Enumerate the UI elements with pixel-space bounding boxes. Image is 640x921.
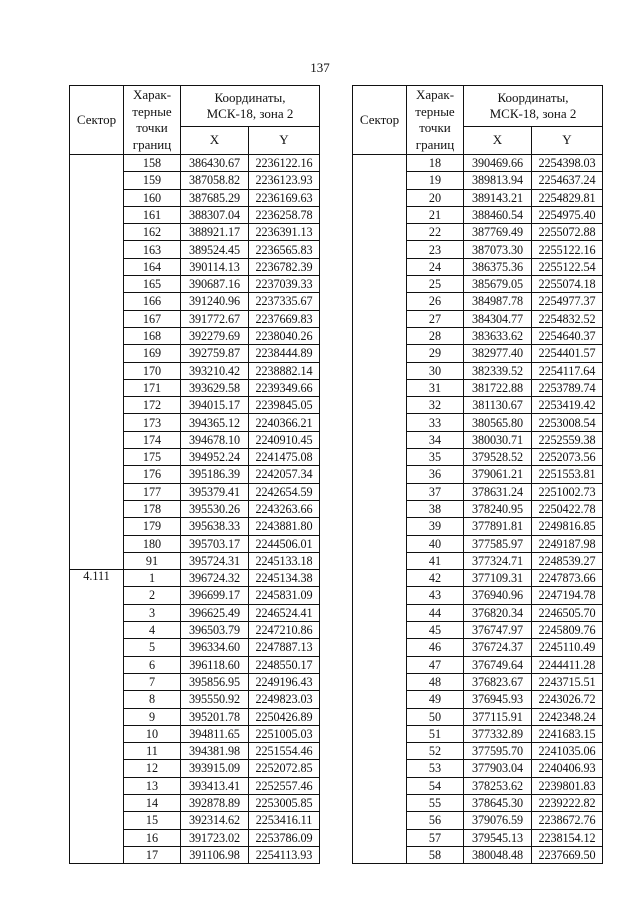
y-coordinate-cell: 2254832.52 <box>532 310 603 327</box>
x-coordinate-cell: 376820.34 <box>464 604 532 621</box>
point-number-cell: 22 <box>407 224 464 241</box>
y-coordinate-cell: 2245110.49 <box>532 639 603 656</box>
point-number-cell: 58 <box>407 846 464 863</box>
point-number-cell: 91 <box>124 552 181 569</box>
table-header <box>353 86 603 155</box>
y-coordinate-cell: 2253005.85 <box>249 794 320 811</box>
point-number-cell: 32 <box>407 397 464 414</box>
x-coordinate-cell: 384987.78 <box>464 293 532 310</box>
header-sector: Сектор <box>353 86 407 155</box>
table-header <box>70 86 320 155</box>
y-coordinate-cell: 2251554.46 <box>249 743 320 760</box>
y-coordinate-cell: 2236169.63 <box>249 189 320 206</box>
sector-cell: 4.111 <box>70 570 124 864</box>
point-number-cell: 25 <box>407 276 464 293</box>
point-number-cell: 13 <box>124 777 181 794</box>
y-coordinate-cell: 2236258.78 <box>249 206 320 223</box>
x-coordinate-cell: 395703.17 <box>181 535 249 552</box>
y-coordinate-cell: 2242348.24 <box>532 708 603 725</box>
y-coordinate-cell: 2246524.41 <box>249 604 320 621</box>
header-y: Y <box>249 127 320 155</box>
y-coordinate-cell: 2237669.50 <box>532 846 603 863</box>
x-coordinate-cell: 387769.49 <box>464 224 532 241</box>
point-number-cell: 7 <box>124 673 181 690</box>
table-row <box>70 570 320 587</box>
point-number-cell: 168 <box>124 327 181 344</box>
point-number-cell: 174 <box>124 431 181 448</box>
y-coordinate-cell: 2246505.70 <box>532 604 603 621</box>
coordinates-table-right <box>352 85 603 864</box>
x-coordinate-cell: 396118.60 <box>181 656 249 673</box>
table-row <box>70 155 320 172</box>
header-x: X <box>464 127 532 155</box>
point-number-cell: 176 <box>124 466 181 483</box>
header-point-line: Харак- <box>415 87 455 102</box>
point-number-cell: 172 <box>124 397 181 414</box>
x-coordinate-cell: 380048.48 <box>464 846 532 863</box>
y-coordinate-cell: 2241475.08 <box>249 449 320 466</box>
y-coordinate-cell: 2253416.11 <box>249 812 320 829</box>
point-number-cell: 38 <box>407 500 464 517</box>
header-boundary-points <box>124 86 181 155</box>
point-number-cell: 46 <box>407 639 464 656</box>
x-coordinate-cell: 389813.94 <box>464 172 532 189</box>
point-number-cell: 14 <box>124 794 181 811</box>
y-coordinate-cell: 2241683.15 <box>532 725 603 742</box>
point-number-cell: 16 <box>124 829 181 846</box>
point-number-cell: 11 <box>124 743 181 760</box>
y-coordinate-cell: 2240910.45 <box>249 431 320 448</box>
point-number-cell: 1 <box>124 570 181 587</box>
y-coordinate-cell: 2251002.73 <box>532 483 603 500</box>
y-coordinate-cell: 2242654.59 <box>249 483 320 500</box>
y-coordinate-cell: 2243715.51 <box>532 673 603 690</box>
x-coordinate-cell: 394365.12 <box>181 414 249 431</box>
x-coordinate-cell: 379528.52 <box>464 449 532 466</box>
x-coordinate-cell: 394811.65 <box>181 725 249 742</box>
header-point-line: границ <box>132 136 172 152</box>
x-coordinate-cell: 392878.89 <box>181 794 249 811</box>
x-coordinate-cell: 378240.95 <box>464 500 532 517</box>
y-coordinate-cell: 2251005.03 <box>249 725 320 742</box>
header-coords-line: Координаты, <box>497 89 569 105</box>
x-coordinate-cell: 395201.78 <box>181 708 249 725</box>
sector-cell <box>70 155 124 570</box>
sector-cell <box>353 155 407 864</box>
point-number-cell: 28 <box>407 327 464 344</box>
point-number-cell: 37 <box>407 483 464 500</box>
point-number-cell: 34 <box>407 431 464 448</box>
point-number-cell: 42 <box>407 570 464 587</box>
point-number-cell: 162 <box>124 224 181 241</box>
y-coordinate-cell: 2253786.09 <box>249 829 320 846</box>
point-number-cell: 169 <box>124 345 181 362</box>
y-coordinate-cell: 2247887.13 <box>249 639 320 656</box>
point-number-cell: 9 <box>124 708 181 725</box>
x-coordinate-cell: 387058.82 <box>181 172 249 189</box>
y-coordinate-cell: 2247210.86 <box>249 622 320 639</box>
point-number-cell: 55 <box>407 794 464 811</box>
x-coordinate-cell: 391772.67 <box>181 310 249 327</box>
y-coordinate-cell: 2252073.56 <box>532 449 603 466</box>
x-coordinate-cell: 382977.40 <box>464 345 532 362</box>
x-coordinate-cell: 392279.69 <box>181 327 249 344</box>
point-number-cell: 24 <box>407 258 464 275</box>
x-coordinate-cell: 394678.10 <box>181 431 249 448</box>
x-coordinate-cell: 391240.96 <box>181 293 249 310</box>
y-coordinate-cell: 2247873.66 <box>532 570 603 587</box>
x-coordinate-cell: 376747.97 <box>464 622 532 639</box>
header-coords-line: МСК-18, зона 2 <box>206 106 294 121</box>
y-coordinate-cell: 2245809.76 <box>532 622 603 639</box>
y-coordinate-cell: 2236123.93 <box>249 172 320 189</box>
x-coordinate-cell: 393413.41 <box>181 777 249 794</box>
y-coordinate-cell: 2254977.37 <box>532 293 603 310</box>
point-number-cell: 30 <box>407 362 464 379</box>
point-number-cell: 165 <box>124 276 181 293</box>
x-coordinate-cell: 376945.93 <box>464 691 532 708</box>
y-coordinate-cell: 2247194.78 <box>532 587 603 604</box>
y-coordinate-cell: 2254113.93 <box>249 846 320 863</box>
x-coordinate-cell: 385679.05 <box>464 276 532 293</box>
header-point-line: терные <box>415 103 455 119</box>
point-number-cell: 4 <box>124 622 181 639</box>
y-coordinate-cell: 2237669.83 <box>249 310 320 327</box>
point-number-cell: 15 <box>124 812 181 829</box>
point-number-cell: 166 <box>124 293 181 310</box>
x-coordinate-cell: 396724.32 <box>181 570 249 587</box>
x-coordinate-cell: 392759.87 <box>181 345 249 362</box>
y-coordinate-cell: 2239801.83 <box>532 777 603 794</box>
y-coordinate-cell: 2255074.18 <box>532 276 603 293</box>
x-coordinate-cell: 380030.71 <box>464 431 532 448</box>
x-coordinate-cell: 381722.88 <box>464 379 532 396</box>
y-coordinate-cell: 2250426.89 <box>249 708 320 725</box>
point-number-cell: 17 <box>124 846 181 863</box>
y-coordinate-cell: 2244506.01 <box>249 535 320 552</box>
point-number-cell: 19 <box>407 172 464 189</box>
y-coordinate-cell: 2254975.40 <box>532 206 603 223</box>
point-number-cell: 160 <box>124 189 181 206</box>
y-coordinate-cell: 2238444.89 <box>249 345 320 362</box>
y-coordinate-cell: 2250422.78 <box>532 500 603 517</box>
y-coordinate-cell: 2236782.39 <box>249 258 320 275</box>
y-coordinate-cell: 2252557.46 <box>249 777 320 794</box>
y-coordinate-cell: 2249187.98 <box>532 535 603 552</box>
point-number-cell: 43 <box>407 587 464 604</box>
point-number-cell: 163 <box>124 241 181 258</box>
x-coordinate-cell: 394952.24 <box>181 449 249 466</box>
point-number-cell: 31 <box>407 379 464 396</box>
point-number-cell: 51 <box>407 725 464 742</box>
y-coordinate-cell: 2248550.17 <box>249 656 320 673</box>
x-coordinate-cell: 393629.58 <box>181 379 249 396</box>
point-number-cell: 161 <box>124 206 181 223</box>
point-number-cell: 56 <box>407 812 464 829</box>
x-coordinate-cell: 395186.39 <box>181 466 249 483</box>
x-coordinate-cell: 395724.31 <box>181 552 249 569</box>
point-number-cell: 173 <box>124 414 181 431</box>
y-coordinate-cell: 2236565.83 <box>249 241 320 258</box>
point-number-cell: 20 <box>407 189 464 206</box>
x-coordinate-cell: 395379.41 <box>181 483 249 500</box>
table-body <box>353 155 603 864</box>
x-coordinate-cell: 378631.24 <box>464 483 532 500</box>
point-number-cell: 45 <box>407 622 464 639</box>
y-coordinate-cell: 2254640.37 <box>532 327 603 344</box>
header-sector: Сектор <box>70 86 124 155</box>
y-coordinate-cell: 2241035.06 <box>532 743 603 760</box>
y-coordinate-cell: 2255122.16 <box>532 241 603 258</box>
point-number-cell: 2 <box>124 587 181 604</box>
y-coordinate-cell: 2239349.66 <box>249 379 320 396</box>
header-coords-line: Координаты, <box>214 89 286 105</box>
x-coordinate-cell: 389524.45 <box>181 241 249 258</box>
header-coords-line: МСК-18, зона 2 <box>489 106 577 121</box>
table-row <box>353 155 603 172</box>
header-point-line: точки <box>419 120 451 135</box>
x-coordinate-cell: 387073.30 <box>464 241 532 258</box>
y-coordinate-cell: 2244411.28 <box>532 656 603 673</box>
y-coordinate-cell: 2237335.67 <box>249 293 320 310</box>
y-coordinate-cell: 2240406.93 <box>532 760 603 777</box>
point-number-cell: 41 <box>407 552 464 569</box>
x-coordinate-cell: 390114.13 <box>181 258 249 275</box>
y-coordinate-cell: 2243263.66 <box>249 500 320 517</box>
y-coordinate-cell: 2245831.09 <box>249 587 320 604</box>
x-coordinate-cell: 388921.17 <box>181 224 249 241</box>
x-coordinate-cell: 396334.60 <box>181 639 249 656</box>
y-coordinate-cell: 2238672.76 <box>532 812 603 829</box>
point-number-cell: 52 <box>407 743 464 760</box>
header-coordinates <box>464 86 603 127</box>
x-coordinate-cell: 396699.17 <box>181 587 249 604</box>
y-coordinate-cell: 2249816.85 <box>532 518 603 535</box>
x-coordinate-cell: 390469.66 <box>464 155 532 172</box>
y-coordinate-cell: 2238154.12 <box>532 829 603 846</box>
y-coordinate-cell: 2254637.24 <box>532 172 603 189</box>
x-coordinate-cell: 382339.52 <box>464 362 532 379</box>
x-coordinate-cell: 395530.26 <box>181 500 249 517</box>
header-y: Y <box>532 127 603 155</box>
y-coordinate-cell: 2254829.81 <box>532 189 603 206</box>
point-number-cell: 10 <box>124 725 181 742</box>
y-coordinate-cell: 2249196.43 <box>249 673 320 690</box>
x-coordinate-cell: 376724.37 <box>464 639 532 656</box>
y-coordinate-cell: 2253419.42 <box>532 397 603 414</box>
y-coordinate-cell: 2243881.80 <box>249 518 320 535</box>
y-coordinate-cell: 2243026.72 <box>532 691 603 708</box>
x-coordinate-cell: 377903.04 <box>464 760 532 777</box>
x-coordinate-cell: 391106.98 <box>181 846 249 863</box>
header-point-line: терные <box>132 103 172 119</box>
point-number-cell: 170 <box>124 362 181 379</box>
y-coordinate-cell: 2248539.27 <box>532 552 603 569</box>
x-coordinate-cell: 388460.54 <box>464 206 532 223</box>
header-point-line: точки <box>136 120 168 135</box>
x-coordinate-cell: 391723.02 <box>181 829 249 846</box>
header-boundary-points <box>407 86 464 155</box>
y-coordinate-cell: 2245134.38 <box>249 570 320 587</box>
y-coordinate-cell: 2236391.13 <box>249 224 320 241</box>
point-number-cell: 53 <box>407 760 464 777</box>
point-number-cell: 40 <box>407 535 464 552</box>
y-coordinate-cell: 2239222.82 <box>532 794 603 811</box>
x-coordinate-cell: 390687.16 <box>181 276 249 293</box>
point-number-cell: 23 <box>407 241 464 258</box>
point-number-cell: 21 <box>407 206 464 223</box>
y-coordinate-cell: 2254117.64 <box>532 362 603 379</box>
point-number-cell: 164 <box>124 258 181 275</box>
x-coordinate-cell: 392314.62 <box>181 812 249 829</box>
x-coordinate-cell: 379061.21 <box>464 466 532 483</box>
point-number-cell: 177 <box>124 483 181 500</box>
x-coordinate-cell: 377585.97 <box>464 535 532 552</box>
header-point-line: Харак- <box>132 87 172 102</box>
point-number-cell: 179 <box>124 518 181 535</box>
x-coordinate-cell: 387685.29 <box>181 189 249 206</box>
point-number-cell: 33 <box>407 414 464 431</box>
point-number-cell: 54 <box>407 777 464 794</box>
header-coordinates <box>181 86 320 127</box>
table-body <box>70 155 320 864</box>
x-coordinate-cell: 393210.42 <box>181 362 249 379</box>
y-coordinate-cell: 2254398.03 <box>532 155 603 172</box>
y-coordinate-cell: 2236122.16 <box>249 155 320 172</box>
x-coordinate-cell: 388307.04 <box>181 206 249 223</box>
point-number-cell: 8 <box>124 691 181 708</box>
y-coordinate-cell: 2251553.81 <box>532 466 603 483</box>
x-coordinate-cell: 380565.80 <box>464 414 532 431</box>
point-number-cell: 159 <box>124 172 181 189</box>
x-coordinate-cell: 377332.89 <box>464 725 532 742</box>
y-coordinate-cell: 2245133.18 <box>249 552 320 569</box>
x-coordinate-cell: 384304.77 <box>464 310 532 327</box>
point-number-cell: 18 <box>407 155 464 172</box>
x-coordinate-cell: 377595.70 <box>464 743 532 760</box>
y-coordinate-cell: 2253789.74 <box>532 379 603 396</box>
point-number-cell: 158 <box>124 155 181 172</box>
x-coordinate-cell: 376940.96 <box>464 587 532 604</box>
y-coordinate-cell: 2240366.21 <box>249 414 320 431</box>
y-coordinate-cell: 2252559.38 <box>532 431 603 448</box>
x-coordinate-cell: 378645.30 <box>464 794 532 811</box>
y-coordinate-cell: 2239845.05 <box>249 397 320 414</box>
point-number-cell: 36 <box>407 466 464 483</box>
x-coordinate-cell: 393915.09 <box>181 760 249 777</box>
point-number-cell: 171 <box>124 379 181 396</box>
point-number-cell: 27 <box>407 310 464 327</box>
point-number-cell: 175 <box>124 449 181 466</box>
point-number-cell: 35 <box>407 449 464 466</box>
y-coordinate-cell: 2242057.34 <box>249 466 320 483</box>
y-coordinate-cell: 2237039.33 <box>249 276 320 293</box>
x-coordinate-cell: 377324.71 <box>464 552 532 569</box>
x-coordinate-cell: 394381.98 <box>181 743 249 760</box>
y-coordinate-cell: 2238882.14 <box>249 362 320 379</box>
x-coordinate-cell: 379545.13 <box>464 829 532 846</box>
x-coordinate-cell: 386375.36 <box>464 258 532 275</box>
point-number-cell: 5 <box>124 639 181 656</box>
x-coordinate-cell: 395550.92 <box>181 691 249 708</box>
y-coordinate-cell: 2249823.03 <box>249 691 320 708</box>
x-coordinate-cell: 376749.64 <box>464 656 532 673</box>
point-number-cell: 49 <box>407 691 464 708</box>
page-number: 137 <box>310 60 330 75</box>
x-coordinate-cell: 395856.95 <box>181 673 249 690</box>
coordinates-table-left <box>69 85 320 864</box>
x-coordinate-cell: 377891.81 <box>464 518 532 535</box>
y-coordinate-cell: 2254401.57 <box>532 345 603 362</box>
point-number-cell: 44 <box>407 604 464 621</box>
x-coordinate-cell: 383633.62 <box>464 327 532 344</box>
y-coordinate-cell: 2252072.85 <box>249 760 320 777</box>
x-coordinate-cell: 376823.67 <box>464 673 532 690</box>
point-number-cell: 178 <box>124 500 181 517</box>
point-number-cell: 50 <box>407 708 464 725</box>
point-number-cell: 57 <box>407 829 464 846</box>
point-number-cell: 3 <box>124 604 181 621</box>
point-number-cell: 167 <box>124 310 181 327</box>
x-coordinate-cell: 379076.59 <box>464 812 532 829</box>
x-coordinate-cell: 377109.31 <box>464 570 532 587</box>
x-coordinate-cell: 394015.17 <box>181 397 249 414</box>
header-x: X <box>181 127 249 155</box>
point-number-cell: 39 <box>407 518 464 535</box>
x-coordinate-cell: 389143.21 <box>464 189 532 206</box>
x-coordinate-cell: 378253.62 <box>464 777 532 794</box>
point-number-cell: 47 <box>407 656 464 673</box>
header-point-line: границ <box>415 136 455 152</box>
point-number-cell: 180 <box>124 535 181 552</box>
point-number-cell: 48 <box>407 673 464 690</box>
y-coordinate-cell: 2253008.54 <box>532 414 603 431</box>
x-coordinate-cell: 395638.33 <box>181 518 249 535</box>
x-coordinate-cell: 381130.67 <box>464 397 532 414</box>
y-coordinate-cell: 2255072.88 <box>532 224 603 241</box>
x-coordinate-cell: 386430.67 <box>181 155 249 172</box>
x-coordinate-cell: 377115.91 <box>464 708 532 725</box>
x-coordinate-cell: 396625.49 <box>181 604 249 621</box>
point-number-cell: 12 <box>124 760 181 777</box>
y-coordinate-cell: 2255122.54 <box>532 258 603 275</box>
point-number-cell: 6 <box>124 656 181 673</box>
y-coordinate-cell: 2238040.26 <box>249 327 320 344</box>
point-number-cell: 29 <box>407 345 464 362</box>
point-number-cell: 26 <box>407 293 464 310</box>
x-coordinate-cell: 396503.79 <box>181 622 249 639</box>
